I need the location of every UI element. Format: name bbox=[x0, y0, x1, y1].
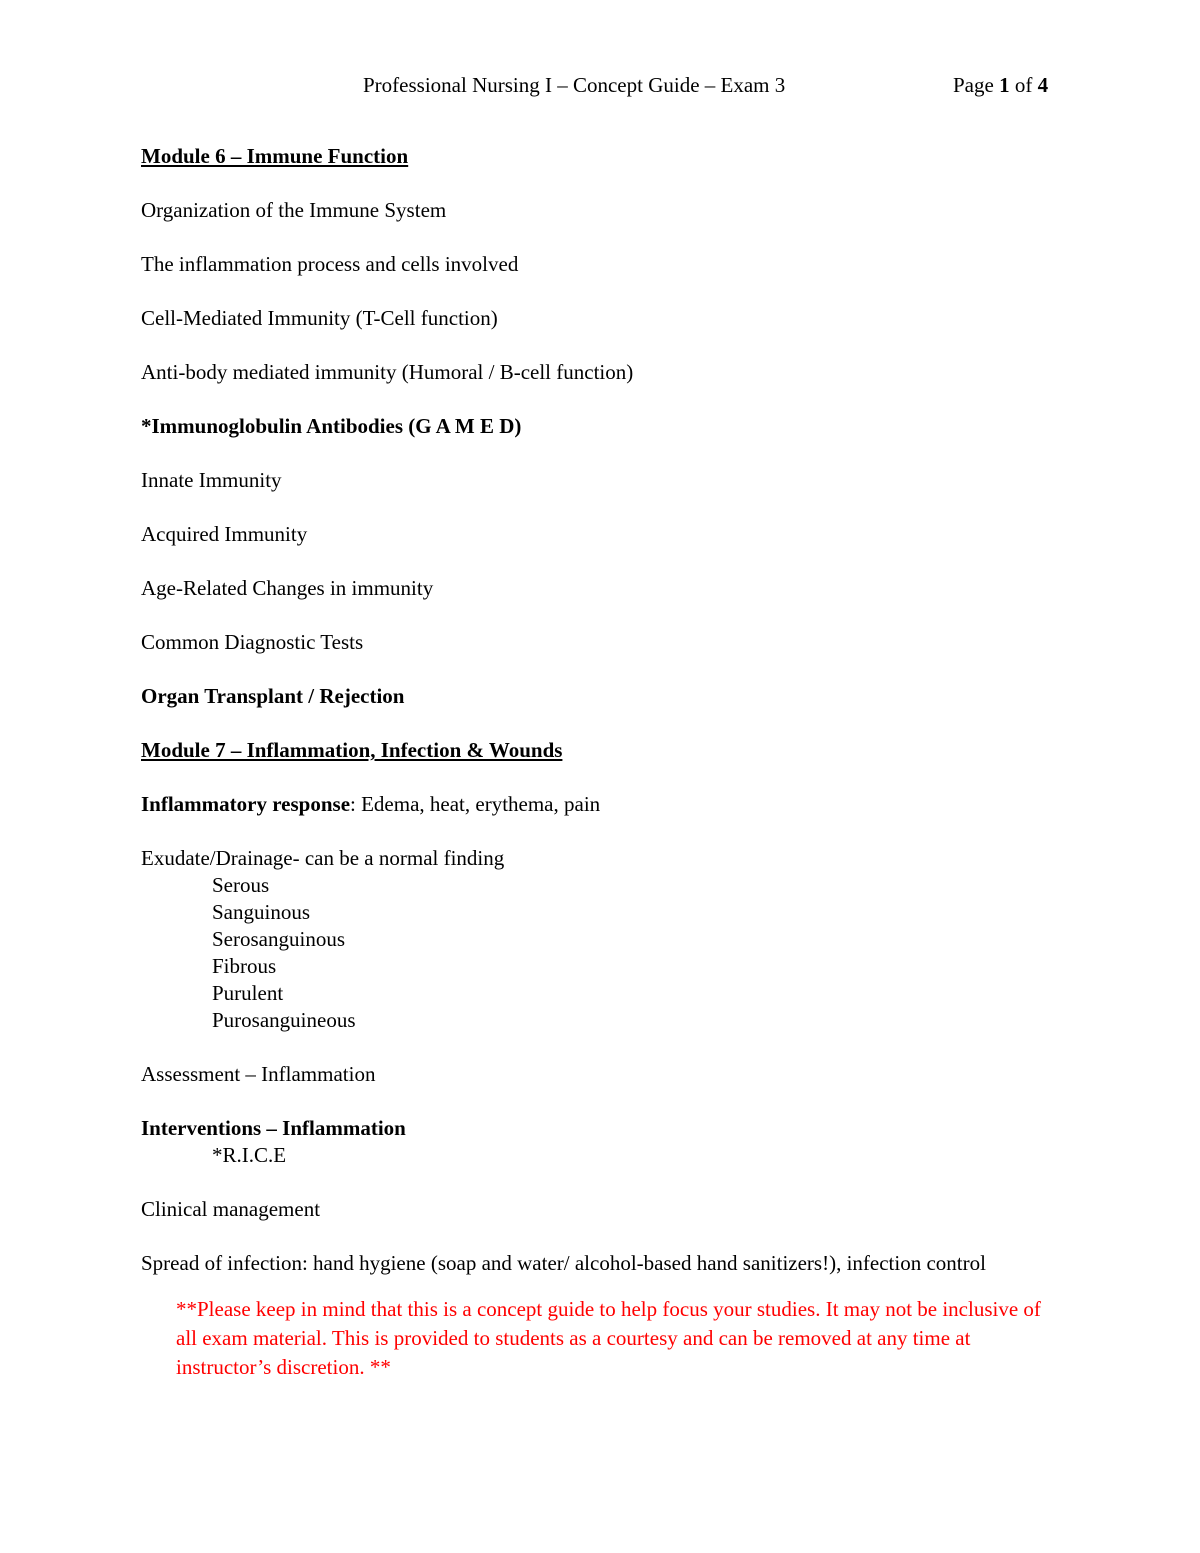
module6-item: Cell-Mediated Immunity (T-Cell function) bbox=[141, 306, 498, 330]
inflammatory-text: : Edema, heat, erythema, pain bbox=[350, 792, 601, 816]
exudate-type: Purulent bbox=[212, 981, 284, 1005]
assessment-item: Assessment – Inflammation bbox=[141, 1062, 376, 1086]
exudate-types-list bbox=[141, 872, 1041, 1034]
exudate-type: Serosanguinous bbox=[212, 927, 345, 951]
interventions-item: Interventions – Inflammation bbox=[141, 1116, 406, 1140]
module6-item: Innate Immunity bbox=[141, 468, 282, 492]
immunoglobulin-item: *Immunoglobulin Antibodies (G A M E D) bbox=[141, 414, 522, 438]
module6-heading: Module 6 – Immune Function bbox=[141, 144, 409, 168]
exudate-type: Fibrous bbox=[212, 954, 277, 978]
page-total: 4 bbox=[1037, 73, 1049, 97]
disclaimer-note: **Please keep in mind that this is a concept guide to help focus your studies. It may not be inclusive of all exam material. This is provided to students as a courtesy and can be removed at any time at instructor’s discretion. ** bbox=[176, 1297, 1041, 1379]
rice-item: *R.I.C.E bbox=[212, 1143, 287, 1167]
spread-of-infection-item: Spread of infection: hand hygiene (soap and water/ alcohol-based hand sanitizers!), infection control bbox=[141, 1251, 986, 1275]
module6-item: Organization of the Immune System bbox=[141, 198, 447, 222]
exudate-type: Purosanguineous bbox=[212, 1008, 356, 1032]
inflammatory-label: Inflammatory response bbox=[141, 792, 351, 816]
organ-transplant-item: Organ Transplant / Rejection bbox=[141, 684, 405, 708]
module6-item: Anti-body mediated immunity (Humoral / B-cell function) bbox=[141, 360, 634, 384]
page-of: of bbox=[1014, 73, 1033, 97]
header-page-number bbox=[953, 73, 1048, 98]
inflammatory-response-line bbox=[141, 791, 1041, 818]
module6-item: Acquired Immunity bbox=[141, 522, 308, 546]
document-body bbox=[141, 143, 1041, 1403]
exudate-type: Serous bbox=[212, 873, 270, 897]
page-prefix: Page bbox=[953, 73, 994, 97]
module6-item: Common Diagnostic Tests bbox=[141, 630, 364, 654]
module6-item: The inflammation process and cells involved bbox=[141, 252, 519, 276]
header-title: Professional Nursing I – Concept Guide – Exam 3 bbox=[363, 73, 786, 97]
clinical-management-item: Clinical management bbox=[141, 1197, 321, 1221]
module6-item: Age-Related Changes in immunity bbox=[141, 576, 434, 600]
page-current: 1 bbox=[999, 73, 1010, 97]
exudate-label: Exudate/Drainage- can be a normal finding bbox=[141, 846, 505, 870]
module7-heading: Module 7 – Inflammation, Infection & Wounds bbox=[141, 738, 563, 762]
exudate-type: Sanguinous bbox=[212, 900, 311, 924]
